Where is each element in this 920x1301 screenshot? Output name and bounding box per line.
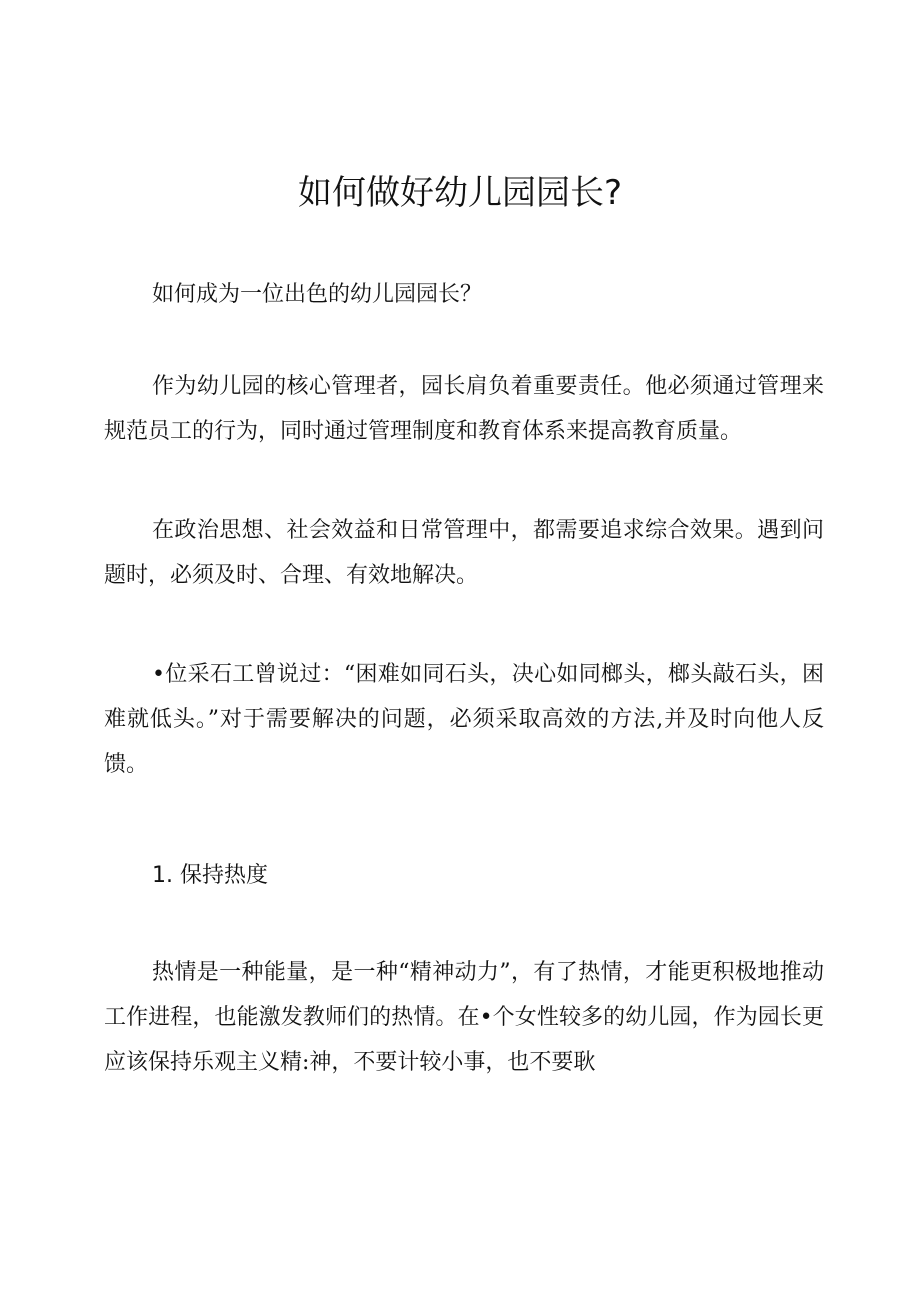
section-heading (152, 853, 268, 898)
responsibility-paragraph: 作为幼儿园的核心管理者，园长肩负着重要责任。他必须通过管理来规范员工的行为，同时通过管理制度和教育体系来提高教育质量。 (104, 374, 824, 444)
document-title: 如何做好幼儿园园长? (297, 173, 623, 213)
section-number: 1. (152, 863, 173, 888)
enthusiasm-paragraph: 热情是一种能量，是一种“精神动力”，有了热情，才能更积极地推动工作进程，也能激发教师们的热情。在•个女性较多的幼儿园，作为园长更应该保持乐观主义精:神，不要计较小事，也不要耿 (104, 960, 824, 1075)
quote-paragraph: •位采石工曾说过：“困难如同石头，决心如同榔头，榔头敲石头，困难就低头。”对于需要解决的问题，必须采取高效的方法,并及时向他人反馈。 (104, 662, 824, 777)
management-paragraph: 在政治思想、社会效益和日常管理中，都需要追求综合效果。遇到问题时，必须及时、合理、有效地解决。 (104, 518, 824, 588)
intro-question-paragraph: 如何成为一位出色的幼儿园园长？ (152, 282, 483, 307)
section-heading-text: 保持热度 (180, 863, 269, 888)
